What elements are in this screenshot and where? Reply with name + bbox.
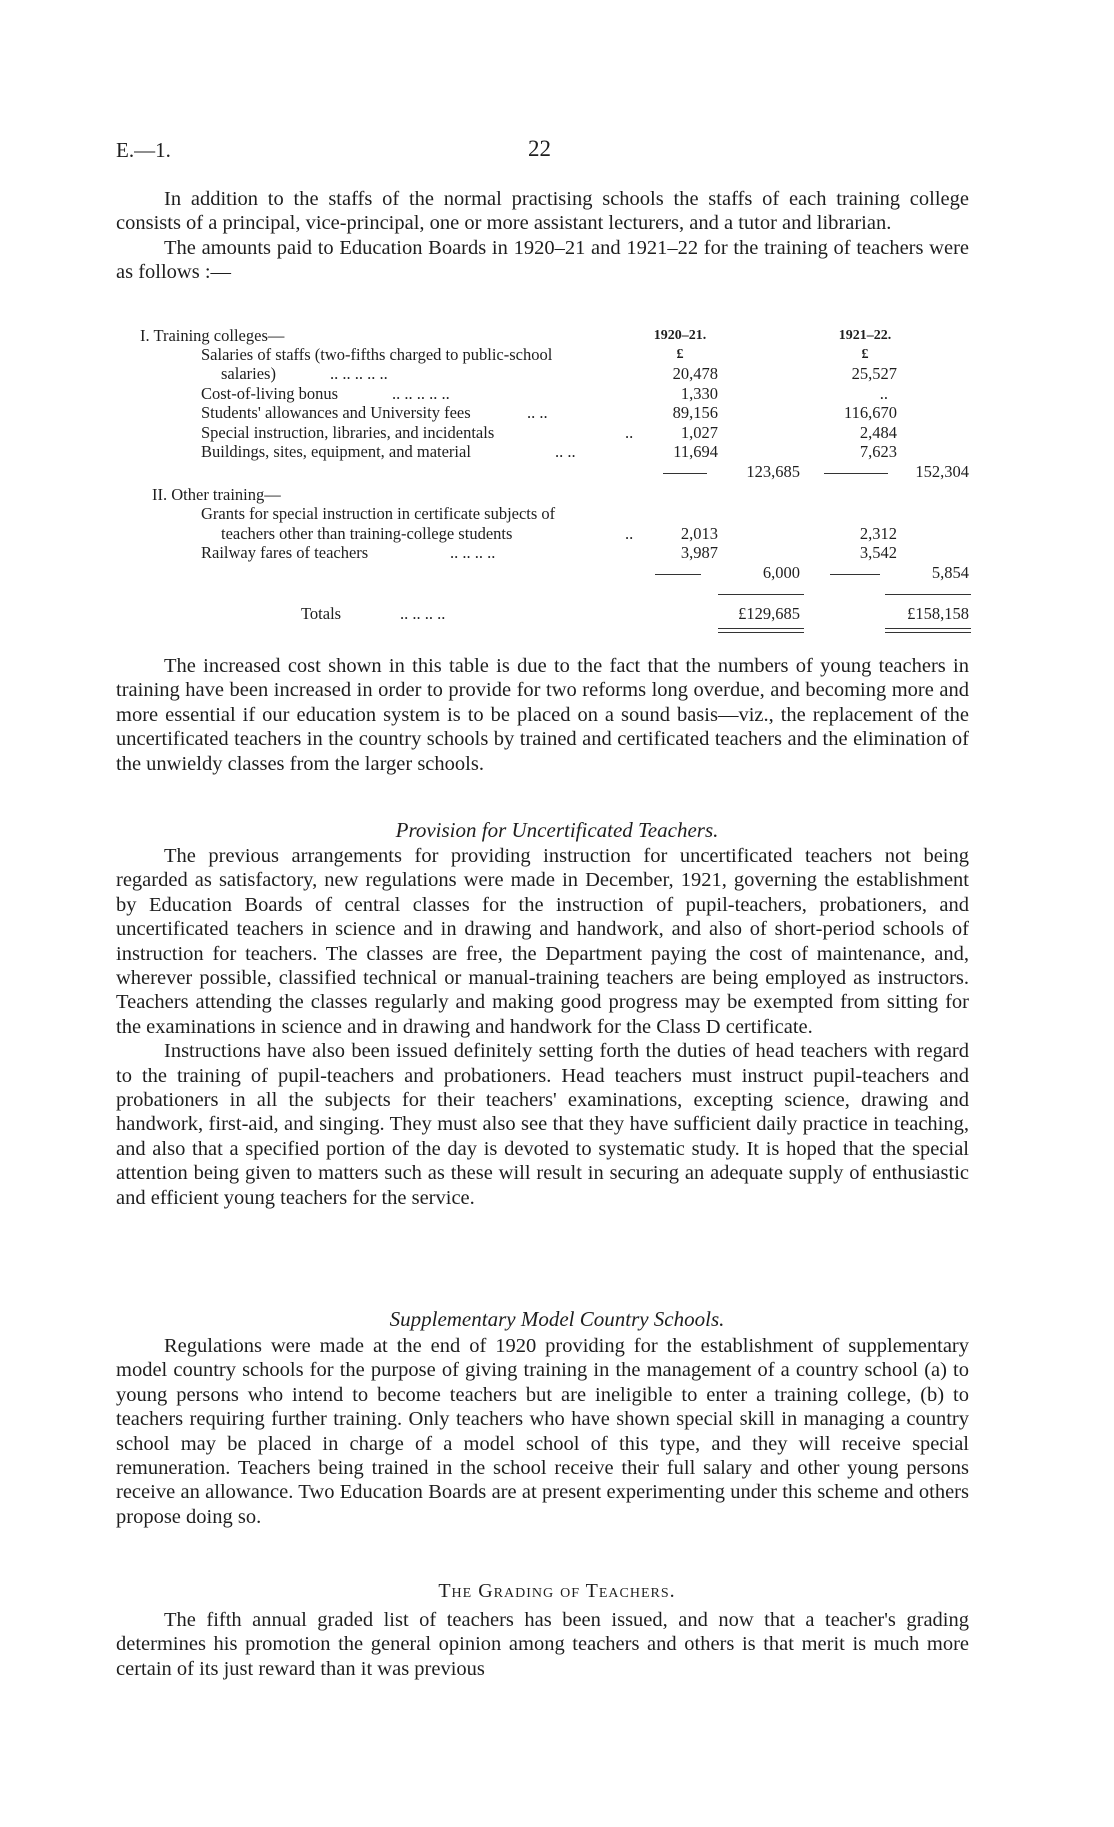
section-other-training-title: II. Other training—: [152, 485, 281, 504]
rule-totals-bottom-1-1921: [885, 628, 971, 629]
students-1921-22: 116,670: [843, 403, 897, 422]
students-1920-21: 89,156: [672, 403, 718, 422]
currency-1920-21: £: [676, 347, 684, 362]
section-1-subtotal-1921-22: 152,304: [915, 462, 969, 481]
section-1-subtotal-1920-21: 123,685: [746, 462, 800, 481]
rule-totals-top-1921: [885, 594, 971, 595]
section-2-subtotal-1921-22: 5,854: [931, 563, 969, 582]
row-railway-leader: .. .. .. ..: [450, 543, 496, 562]
paragraph-regulations: Regulations were made at the end of 1920 providing for the establishment of supplementary model country schools for the purpose of giving training in the management of a country school (a) to young persons who intend to become teachers but are ineligible to enter a training college, (b) to teachers requiring further training. Only teachers who have shown special skill in managing a country school may be placed in charge of a model school of this type, and they will receive special remuneration. Teachers being trained in the school receive their full salary and other young persons receive an allowance. Two Education Boards are at present experimenting under this scheme and others propose doing so.: [116, 1335, 969, 1528]
row-students-label: Students' allowances and University fees: [201, 403, 471, 422]
rule-subtotal-2-1920: [655, 574, 701, 575]
paragraph-graded-list: The fifth annual graded list of teachers has been issued, and now that a teacher's grading determines his promotion the general opinion among teachers and others is that merit is much more certain of its just reward than it was previous: [116, 1609, 969, 1680]
section-training-colleges-title: I. Training colleges—: [140, 326, 285, 345]
row-cost-of-living-leader: .. .. .. .. ..: [392, 384, 450, 403]
special-instruction-1920-21: 1,027: [680, 423, 718, 442]
rule-totals-top-1920: [718, 594, 804, 595]
column-header-1920-21: 1920–21.: [653, 328, 707, 343]
totals-1920-21: £129,685: [738, 604, 800, 623]
row-special-instruction-leader: ..: [625, 423, 634, 442]
paragraph-previous-arrangements: The previous arrangements for providing instruction for uncertificated teachers not being regarded as satisfactory, new regulations were made in December, 1921, governing the establishment by Education Boards of central classes for the instruction of pupil-teachers, probationers, and uncertificated teachers in science and in drawing and handwork, and also of short-period schools of instruction for teachers. The classes are free, the Department paying the cost of maintenance, and, wherever possible, classified technical or manual-training teachers are being employed as instructors. Teachers attending the classes regularly and making good progress may be exempted from sitting for the examinations in science and in drawing and handwork for the Class D certificate.: [116, 845, 969, 1038]
grading-block: [116, 1608, 969, 1681]
railway-1920-21: 3,987: [680, 543, 718, 562]
cost-of-living-1921-22: ..: [879, 384, 888, 403]
row-students-leader: .. ..: [527, 403, 548, 422]
grants-1920-21: 2,013: [680, 524, 718, 543]
row-buildings-leader: .. ..: [555, 442, 576, 461]
rule-subtotal-1-1921: [824, 473, 888, 474]
totals-label: Totals: [301, 604, 342, 623]
paragraph-staffs: In addition to the staffs of the normal practising schools the staffs of each training college consists of a principal, vice-principal, one or more assistant lecturers, and a tutor and librarian.: [116, 188, 969, 235]
heading-model-country-schools: Supplementary Model Country Schools.: [389, 1307, 725, 1331]
row-salaries-label-cont: salaries): [221, 364, 276, 383]
intro-block: [116, 187, 969, 285]
row-grants-label: Grants for special instruction in certificate subjects of: [201, 504, 556, 523]
model-schools-block: [116, 1334, 969, 1529]
page-number: 22: [528, 136, 551, 161]
row-salaries-label: Salaries of staffs (two-fifths charged to public-school: [201, 345, 553, 364]
paragraph-instructions: Instructions have also been issued definitely setting forth the duties of head teachers with regard to the training of pupil-teachers and probationers. Head teachers must instruct pupil-teachers and probationers in all the subjects for their teachers' examinations, excepting science, drawing and handwork, first-aid, and singing. They must also see that they have sufficient daily practice in teaching, and also that a specified portion of the day is devoted to systematic study. It is hoped that the special attention being given to matters such as these will result in securing an adequate supply of enthusiastic and efficient young teachers for the service.: [116, 1040, 969, 1209]
row-salaries-leader: .. .. .. .. ..: [330, 364, 388, 383]
rule-subtotal-1-1920: [663, 473, 707, 474]
railway-1921-22: 3,542: [859, 543, 897, 562]
heading-grading-of-teachers: The Grading of Teachers.: [438, 1580, 676, 1602]
buildings-1920-21: 11,694: [673, 442, 718, 461]
cost-explanation-block: [116, 654, 969, 776]
rule-totals-bottom-2-1921: [885, 632, 971, 633]
buildings-1921-22: 7,623: [859, 442, 897, 461]
paragraph-increased-cost: The increased cost shown in this table is due to the fact that the numbers of young teachers in training have been increased in order to provide for two reforms long overdue, and becoming more and more essential if our education system is to be placed on a sound basis—viz., the replacement of the uncertificated teachers in the country schools by trained and certificated teachers and the elimination of the unwieldy classes from the larger schools.: [116, 655, 969, 775]
cost-of-living-1920-21: 1,330: [680, 384, 718, 403]
totals-leader: .. .. .. ..: [400, 604, 446, 623]
uncertificated-block: [116, 844, 969, 1210]
column-header-1921-22: 1921–22.: [838, 328, 892, 343]
grants-1921-22: 2,312: [859, 524, 897, 543]
paragraph-amounts: The amounts paid to Education Boards in 1920–21 and 1921–22 for the training of teachers were as follows :—: [116, 236, 969, 284]
row-cost-of-living-label: Cost-of-living bonus: [201, 384, 339, 403]
section-2-subtotal-1920-21: 6,000: [762, 563, 800, 582]
heading-uncertificated-teachers: Provision for Uncertificated Teachers.: [395, 818, 719, 842]
report-code: E.—1.: [116, 138, 171, 162]
row-special-instruction-label: Special instruction, libraries, and incidentals: [201, 423, 495, 442]
rule-totals-bottom-2-1920: [718, 632, 804, 633]
row-railway-label: Railway fares of teachers: [201, 543, 369, 562]
row-grants-label-cont: teachers other than training-college students: [221, 524, 513, 543]
row-grants-leader: ..: [625, 524, 634, 543]
currency-1921-22: £: [861, 347, 869, 362]
row-buildings-label: Buildings, sites, equipment, and material: [201, 442, 471, 461]
totals-1921-22: £158,158: [907, 604, 969, 623]
rule-totals-bottom-1-1920: [718, 628, 804, 629]
salaries-1920-21: 20,478: [672, 364, 718, 383]
rule-subtotal-2-1921: [830, 574, 880, 575]
special-instruction-1921-22: 2,484: [859, 423, 897, 442]
salaries-1921-22: 25,527: [851, 364, 897, 383]
